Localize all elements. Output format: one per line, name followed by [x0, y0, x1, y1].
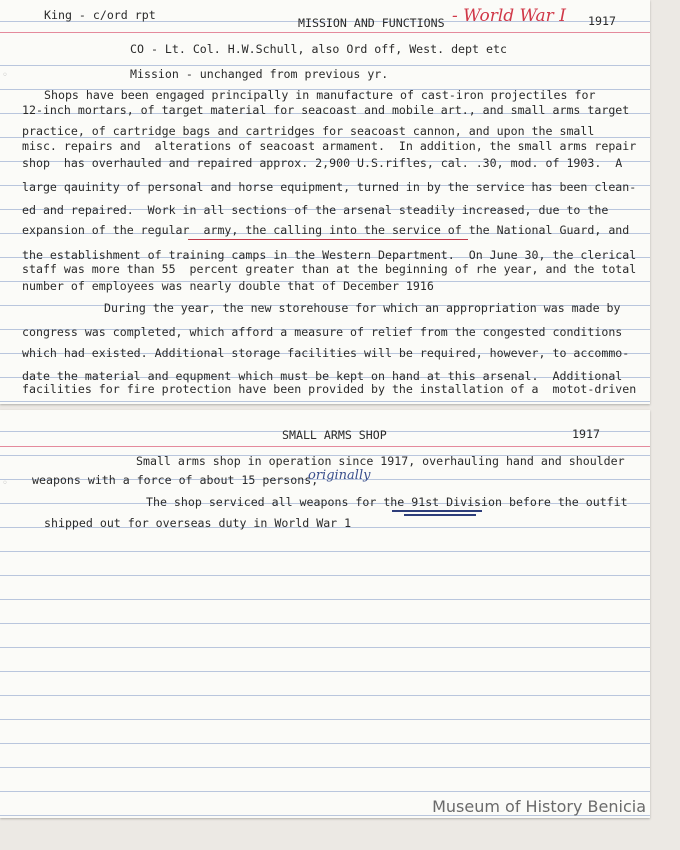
- text-line: date the material and equpment which must be kept on hand at this arsenal. Additional: [22, 369, 623, 383]
- card-title: SMALL ARMS SHOP: [282, 428, 387, 442]
- card-year: 1917: [588, 14, 616, 28]
- card-header-rule: [0, 32, 650, 33]
- text-line: shipped out for overseas duty in World War 1: [44, 516, 352, 530]
- text-line: facilities for fire protection have been provided by the installation of a motot-driven: [22, 382, 637, 396]
- card-title: MISSION AND FUNCTIONS: [298, 16, 445, 30]
- handwritten-annotation: - World War I: [452, 6, 566, 26]
- text-line: 12-inch mortars, of target material for seacoast and mobile art., and small arms target: [22, 103, 630, 117]
- text-line: staff was more than 55 percent greater than at the beginning of rhe year, and the total: [22, 262, 637, 276]
- text-line: large qauinity of personal and horse equipment, turned in by the service has been clean-: [22, 180, 637, 194]
- text-line: During the year, the new storehouse for which an appropriation was made by: [104, 301, 621, 315]
- text-line: Small arms shop in operation since 1917, overhauling hand and shoulder: [136, 454, 625, 468]
- text-line: CO - Lt. Col. H.W.Schull, also Ord off, West. dept etc: [130, 42, 507, 56]
- red-underline: [188, 239, 468, 240]
- text-line: number of employees was nearly double that of December 1916: [22, 279, 434, 293]
- blue-underline: [392, 510, 482, 512]
- text-line: ed and repaired. Work in all sections of the arsenal steadily increased, due to the: [22, 203, 609, 217]
- text-line: Mission - unchanged from previous yr.: [130, 67, 389, 81]
- index-card-mission-functions: [0, 0, 650, 404]
- text-line: the establishment of training camps in the Western Department. On June 30, the clerical: [22, 248, 637, 262]
- text-line: practice, of cartridge bags and cartridges for seacoast cannon, and upon the small: [22, 124, 595, 138]
- blue-underline: [404, 514, 476, 516]
- handwritten-annotation: originally: [308, 468, 371, 483]
- text-line: which had existed. Additional storage facilities will be required, however, to accommo-: [22, 346, 630, 360]
- text-line: The shop serviced all weapons for the 91st Division before the outfit: [146, 495, 628, 509]
- text-line: expansion of the regular army, the calling into the service of the National Guard, and: [22, 223, 630, 237]
- file-label: King - c/ord rpt: [44, 8, 156, 22]
- text-line: weapons with a force of about 15 persons,: [32, 473, 319, 487]
- punch-mark: ◦: [2, 70, 8, 81]
- card-year: 1917: [572, 427, 600, 441]
- card-header-rule: [0, 446, 650, 447]
- index-card-small-arms-shop: [0, 410, 650, 818]
- text-line: Shops have been engaged principally in manufacture of cast-iron projectiles for: [44, 88, 596, 102]
- text-line: shop has overhauled and repaired approx. 2,900 U.S.rifles, cal. .30, mod. of 1903. A: [22, 156, 623, 170]
- punch-mark: ◦: [2, 478, 8, 489]
- text-line: misc. repairs and alterations of seacoast armament. In addition, the small arms repair: [22, 139, 637, 153]
- text-line: congress was completed, which afford a measure of relief from the congested conditions: [22, 325, 623, 339]
- museum-watermark: Museum of History Benicia: [432, 797, 646, 816]
